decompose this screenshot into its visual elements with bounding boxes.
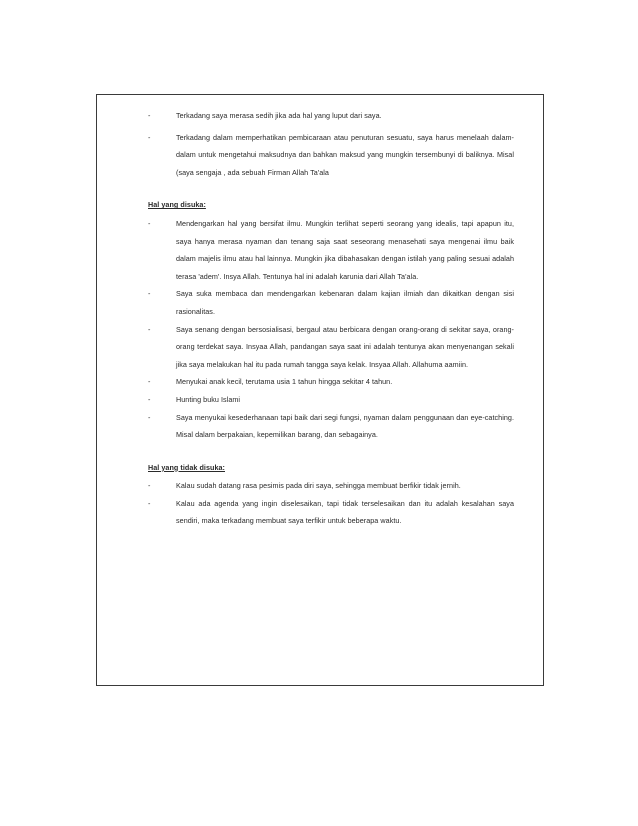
list-item-text: Saya suka membaca dan mendengarkan kebenaran dalam kajian ilmiah dan dikaitkan dengan sisi rasionalitas. — [176, 289, 514, 316]
list-item — [148, 285, 514, 320]
bullet-dash: - — [148, 377, 151, 387]
liked-list — [148, 215, 514, 444]
bullet-dash: - — [148, 498, 151, 508]
section-heading-liked: Hal yang disuka: — [148, 200, 206, 210]
bullet-dash: - — [148, 218, 151, 228]
disliked-list — [148, 477, 514, 530]
bullet-dash: - — [148, 394, 151, 404]
bullet-dash: - — [148, 111, 151, 120]
list-item-text: Saya senang dengan bersosialisasi, bergaul atau berbicara dengan orang-orang di sekitar saya, orang-orang terdekat saya. Insyaa Allah, pandangan saya saat ini adalah tentunya akan menyenangan sekali jika saya melakukan hal itu pada rumah tangga saya kelak. Insyaa Allah. Allahuma aamiin. — [176, 324, 514, 369]
bullet-dash: - — [148, 324, 151, 334]
list-item — [148, 107, 514, 125]
list-item-text: Menyukai anak kecil, terutama usia 1 tahun hingga sekitar 4 tahun. — [176, 377, 393, 387]
list-item — [148, 477, 514, 495]
list-item — [148, 391, 514, 409]
list-item — [148, 373, 514, 391]
bullet-dash: - — [148, 412, 151, 422]
list-item — [148, 129, 514, 182]
list-item-text: Kalau sudah datang rasa pesimis pada diri saya, sehingga membuat berfikir tidak jernih. — [176, 481, 461, 491]
list-item-text: Terkadang saya merasa sedih jika ada hal yang luput dari saya. — [176, 111, 382, 120]
list-item-text: Mendengarkan hal yang bersifat ilmu. Mungkin terlihat seperti seorang yang idealis, tapi apapun itu, saya hanya merasa nyaman dan tenang saja saat seseorang menasehati saya mengenai ilmu baik dalam majelis ilmu atau hal lainnya. Mungkin jika dibahasakan dengan istilah yang paling sesuai adalah terasa 'adem'. Insya Allah. Tentunya hal ini adalah karunia dari Allah Ta'ala. — [176, 218, 514, 281]
list-item — [148, 495, 514, 530]
list-item — [148, 409, 514, 444]
bullet-dash: - — [148, 481, 151, 491]
list-item-text: Hunting buku Islami — [176, 394, 241, 404]
document-body — [148, 107, 514, 530]
bullet-dash: - — [148, 289, 151, 299]
list-item — [148, 215, 514, 285]
section-heading-disliked: Hal yang tidak disuka: — [148, 462, 225, 472]
list-item-text: Kalau ada agenda yang ingin diselesaikan, tapi tidak terselesaikan dan itu adalah kesalahan saya sendiri, maka terkadang membuat saya terfikir untuk beberapa waktu. — [176, 498, 514, 526]
intro-list — [148, 107, 514, 181]
list-item — [148, 321, 514, 374]
list-item-text: Saya menyukai kesederhanaan tapi baik dari segi fungsi, nyaman dalam penggunaan dan eye-catching. Misal dalam berpakaian, kepemilikan barang, dan sebagainya. — [176, 412, 514, 440]
list-item-text: Terkadang dalam memperhatikan pembicaraan atau penuturan sesuatu, saya harus menelaah dalam-dalam untuk mengetahui maksudnya dan bahkan maksud yang mungkin tersembunyi di baliknya. Misal (saya sengaja , ada sebuah Firman Allah Ta'ala — [176, 132, 514, 177]
bullet-dash: - — [148, 132, 151, 142]
